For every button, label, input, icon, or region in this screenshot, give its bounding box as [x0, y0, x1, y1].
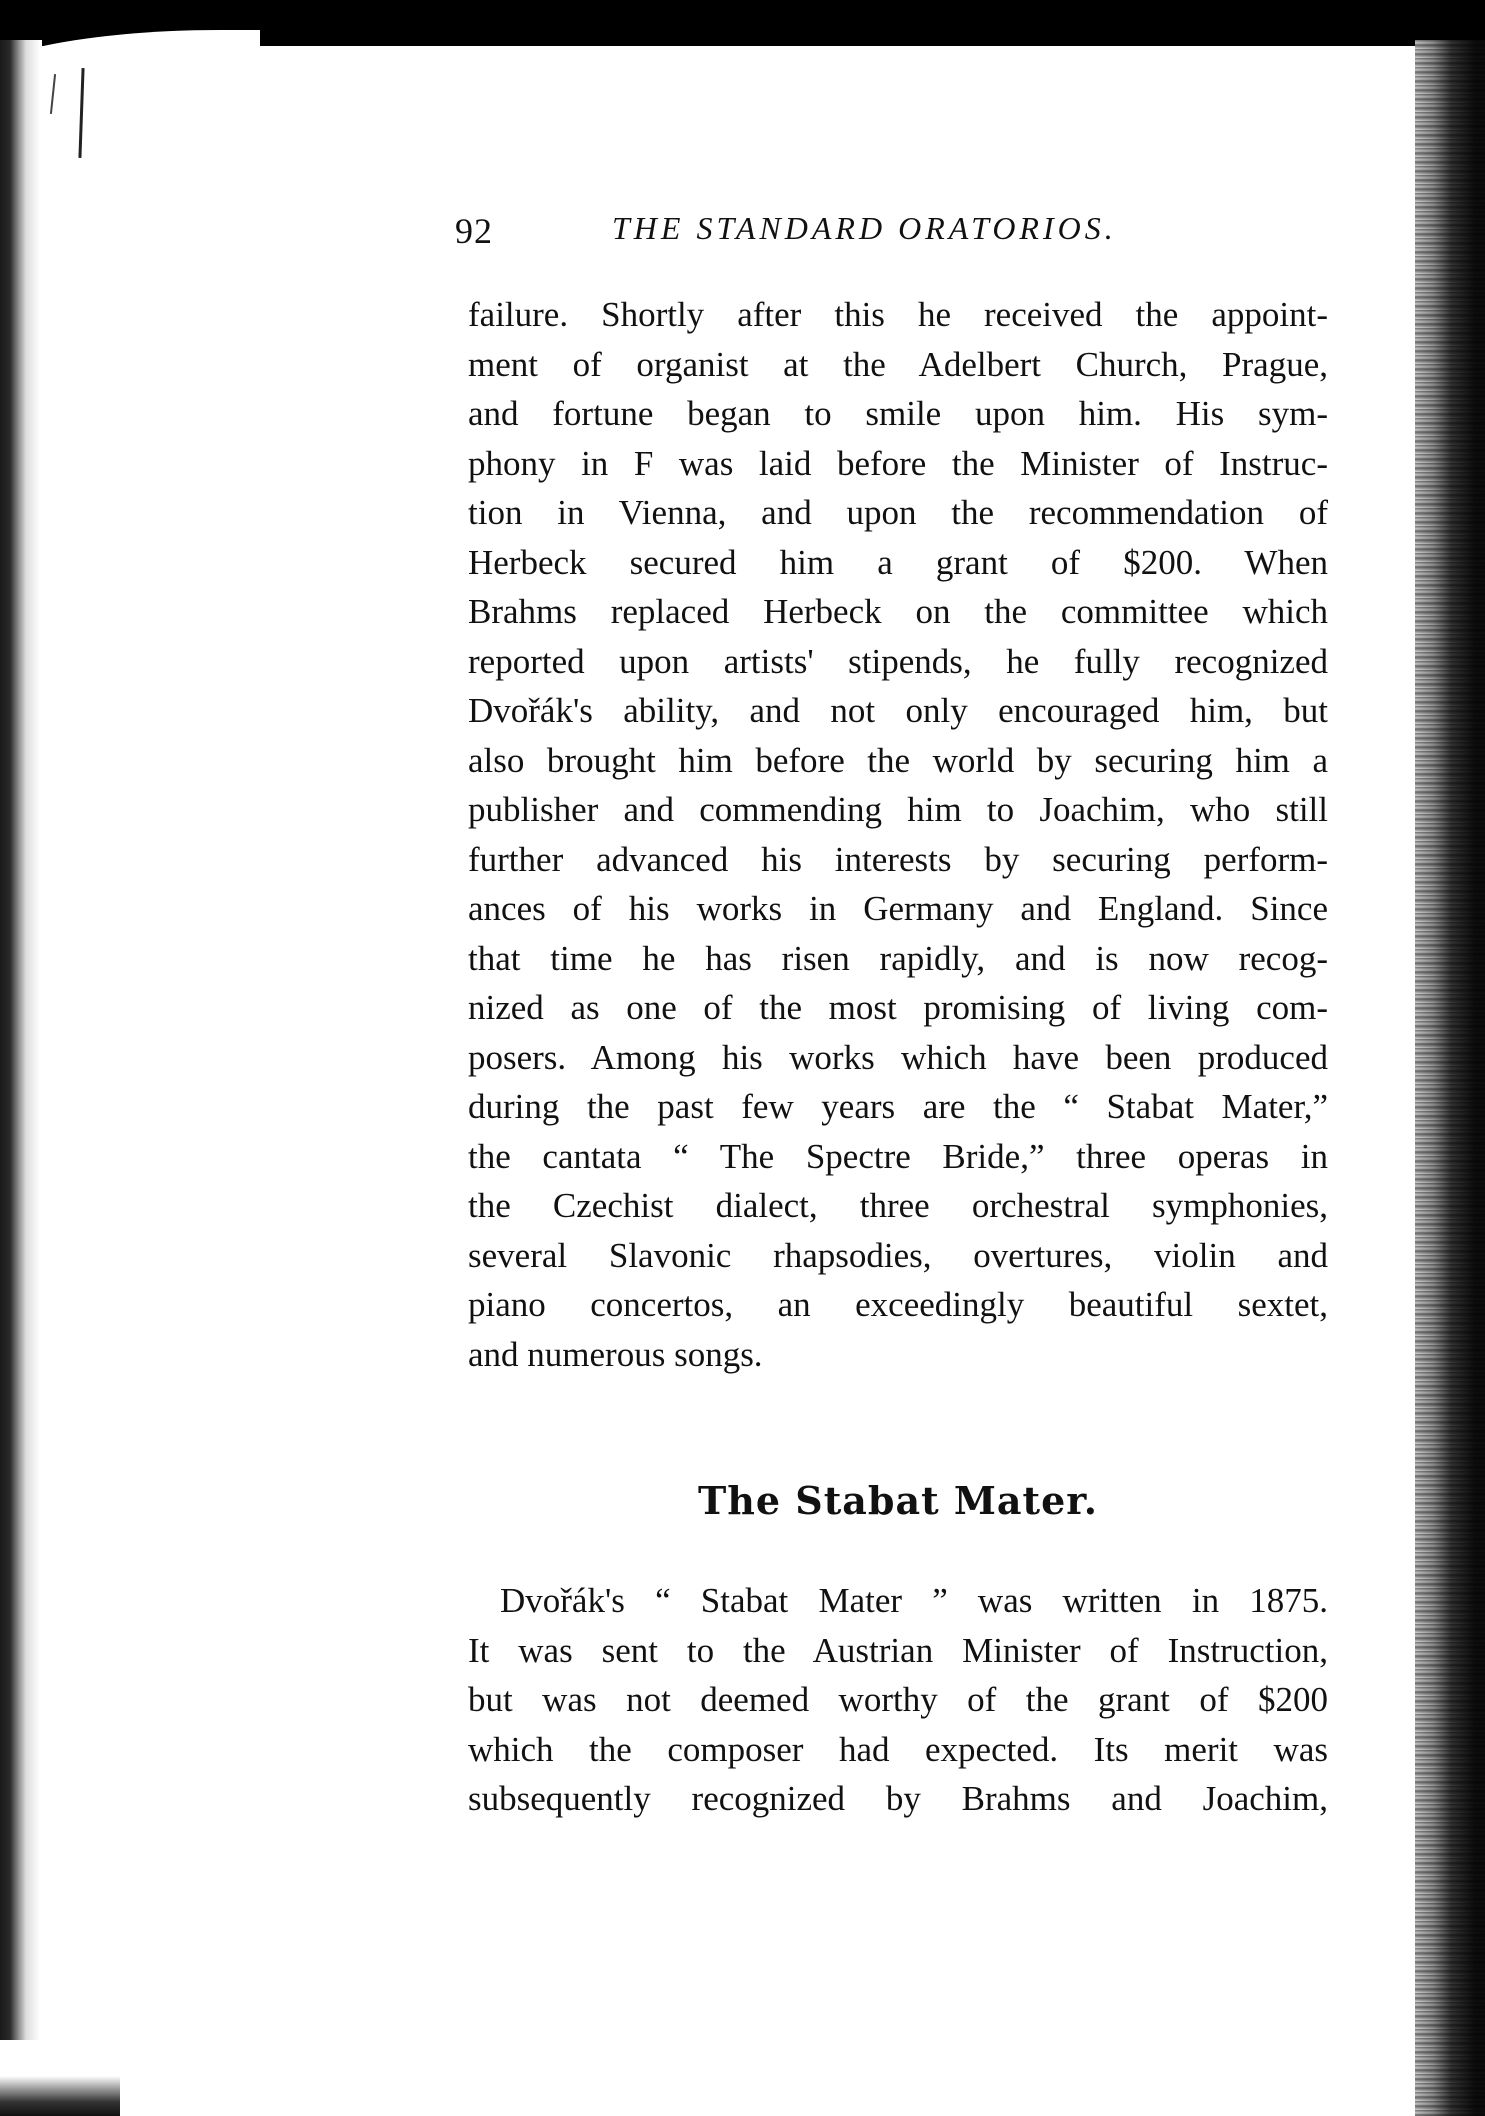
text-line: further advanced his interests by securing perform-: [468, 839, 1328, 879]
text-line: failure. Shortly after this he received the appoint-: [468, 295, 1328, 334]
section-paragraph: [468, 1576, 1328, 1824]
text-line: Brahms replaced Herbeck on the committee which: [468, 592, 1328, 631]
text-line: also brought him before the world by securing him a: [468, 740, 1328, 780]
text-line: which the composer had expected. Its merit was: [468, 1729, 1328, 1769]
section-title: The Stabat Mater.: [697, 1478, 1099, 1523]
text-line: several Slavonic rhapsodies, overtures, violin and: [468, 1235, 1328, 1275]
text-line: ment of organist at the Adelbert Church, Prague,: [468, 344, 1328, 384]
text-line: Dvořák's “ Stabat Mater ” was written in 1875.: [500, 1581, 1328, 1620]
text-line: during the past few years are the “ Stabat Mater,”: [468, 1087, 1328, 1126]
scan-left-gutter: [0, 40, 42, 2116]
text-line: and fortune began to smile upon him. His sym-: [468, 394, 1328, 433]
page-number: 92: [455, 211, 493, 251]
text-line: the cantata “ The Spectre Bride,” three operas in: [468, 1136, 1328, 1176]
text-line: Herbeck secured him a grant of $200. When: [468, 542, 1328, 582]
text-line: that time he has risen rapidly, and is now recog-: [468, 938, 1328, 978]
body-paragraph: [468, 290, 1328, 1379]
text-line: and numerous songs.: [468, 1334, 763, 1374]
text-line: piano concertos, an exceedingly beautiful sextet,: [468, 1285, 1328, 1324]
text-line: ances of his works in Germany and England. Since: [468, 889, 1328, 928]
text-line: tion in Vienna, and upon the recommendation of: [468, 493, 1328, 532]
text-line: Dvořák's ability, and not only encouraged him, but: [468, 691, 1328, 730]
text-line: publisher and commending him to Joachim, who still: [468, 790, 1328, 829]
text-line: nized as one of the most promising of living com-: [468, 988, 1328, 1027]
text-line: subsequently recognized by Brahms and Joachim,: [468, 1779, 1328, 1818]
text-line: posers. Among his works which have been produced: [468, 1037, 1328, 1077]
text-line: phony in F was laid before the Minister of Instruc-: [468, 443, 1328, 483]
text-line: reported upon artists' stipends, he fully recognized: [468, 641, 1328, 681]
text-line: but was not deemed worthy of the grant of $200: [468, 1680, 1328, 1719]
scan-bottom-shadow: [0, 2040, 120, 2116]
text-line: It was sent to the Austrian Minister of Instruction,: [468, 1630, 1328, 1670]
running-head: THE STANDARD ORATORIOS.: [612, 210, 1117, 246]
text-line: the Czechist dialect, three orchestral symphonies,: [468, 1186, 1328, 1225]
page-header: [455, 210, 1335, 260]
scan-right-edge: [1415, 40, 1485, 2116]
